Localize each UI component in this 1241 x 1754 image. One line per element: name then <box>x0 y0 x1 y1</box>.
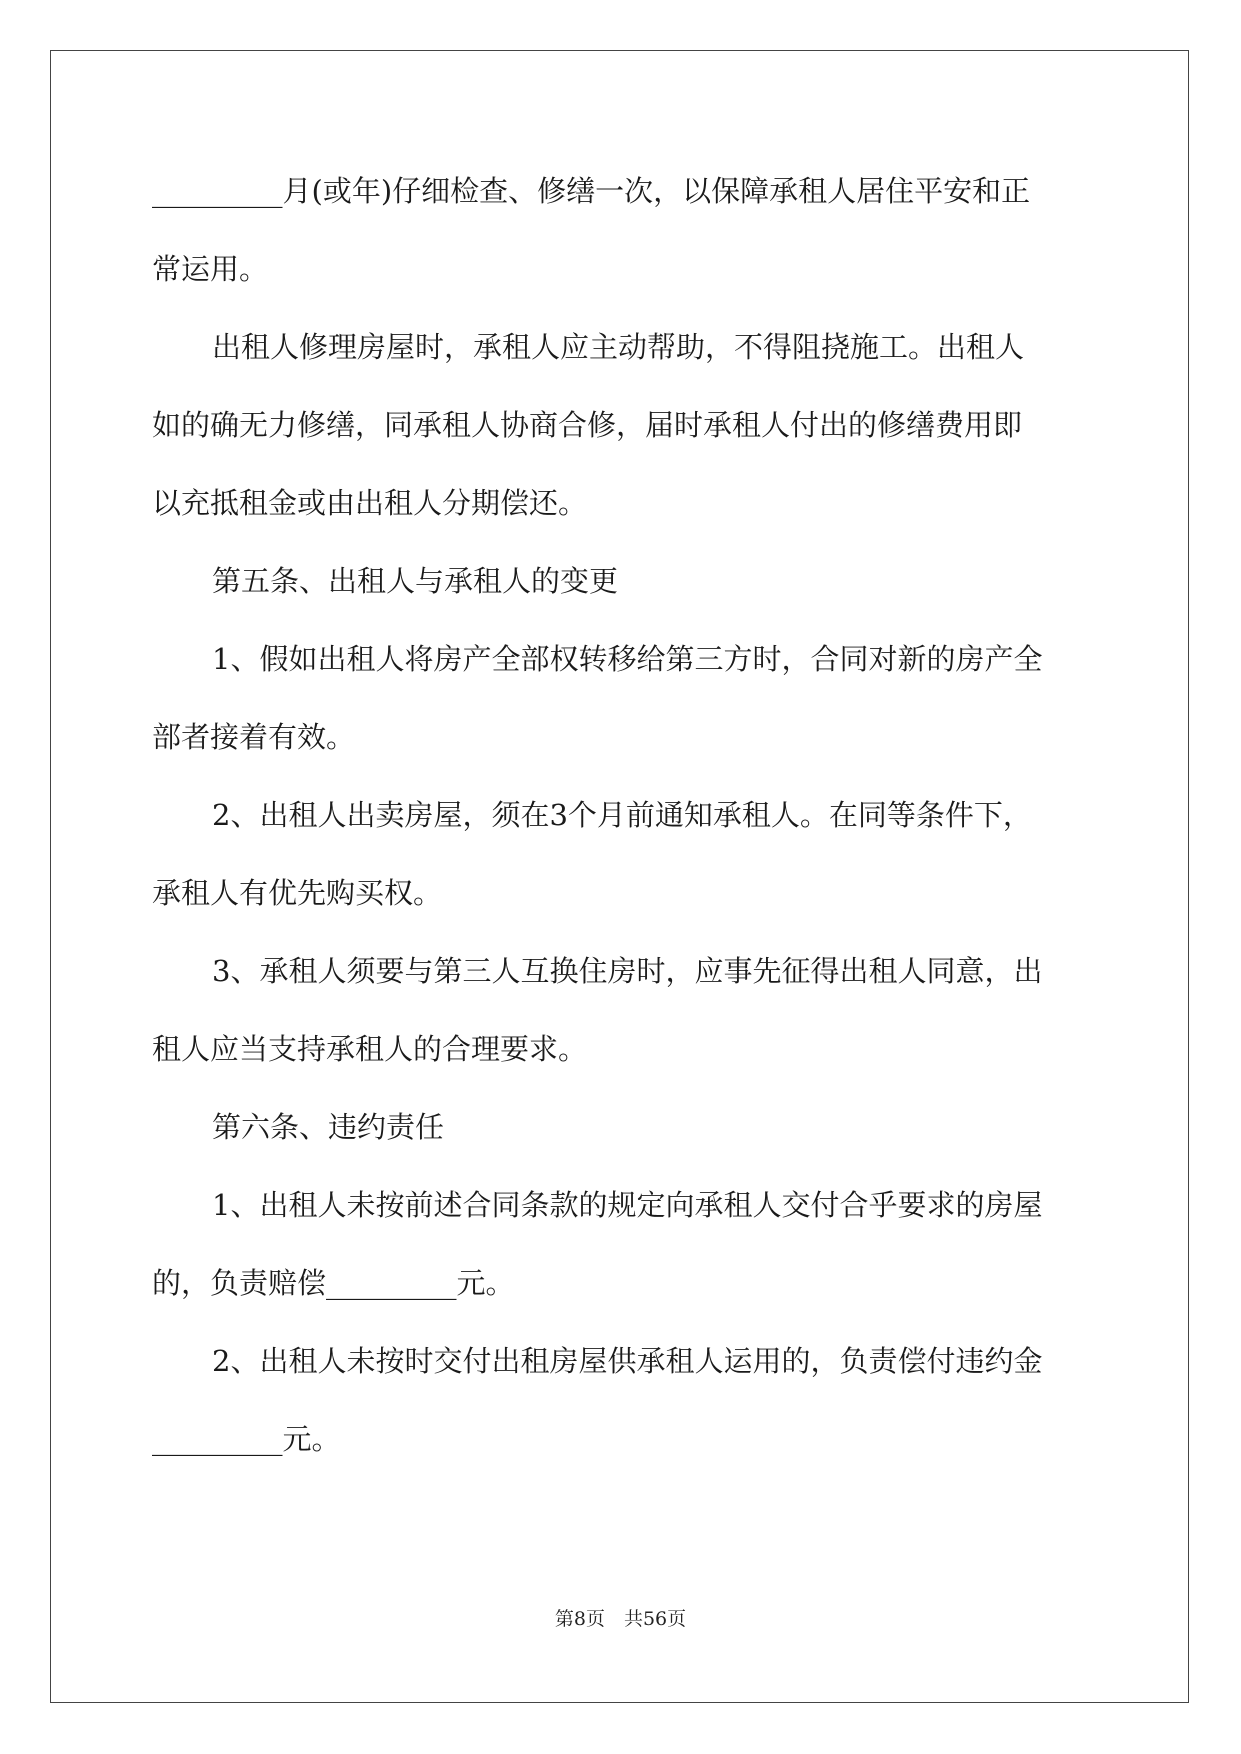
body-text-line: 部者接着有效。 <box>152 720 356 754</box>
section-heading: 第五条、出租人与承租人的变更 <box>212 564 619 598</box>
page-footer: 第8页 共56页 <box>554 1608 687 1630</box>
body-text-line: 2、出租人未按时交付出租房屋供承租人运用的，负责偿付违约金 <box>212 1344 1043 1378</box>
body-text-line: 常运用。 <box>152 252 269 286</box>
body-text-line: 的，负责赔偿_________元。 <box>152 1266 515 1300</box>
body-text-line: 租人应当支持承租人的合理要求。 <box>152 1032 588 1066</box>
body-text-line: 出租人修理房屋时，承租人应主动帮助，不得阻挠施工。出租人 <box>212 330 1025 364</box>
section-heading: 第六条、违约责任 <box>212 1110 445 1144</box>
body-text-line: 以充抵租金或由出租人分期偿还。 <box>152 486 588 520</box>
body-text-line: 3、承租人须要与第三人互换住房时，应事先征得出租人同意，出 <box>212 954 1043 988</box>
body-text-line: 1、假如出租人将房产全部权转移给第三方时，合同对新的房产全 <box>212 642 1043 676</box>
body-text-line: _________元。 <box>152 1422 341 1456</box>
body-text-line: _________月(或年)仔细检查、修缮一次，以保障承租人居住平安和正 <box>152 174 1031 208</box>
body-text-line: 1、出租人未按前述合同条款的规定向承租人交付合乎要求的房屋 <box>212 1188 1043 1222</box>
body-text-line: 承租人有优先购买权。 <box>152 876 443 910</box>
body-text-line: 2、出租人出卖房屋，须在3个月前通知承租人。在同等条件下， <box>212 798 1032 832</box>
body-text-line: 如的确无力修缮，同承租人协商合修，届时承租人付出的修缮费用即 <box>152 408 1023 442</box>
